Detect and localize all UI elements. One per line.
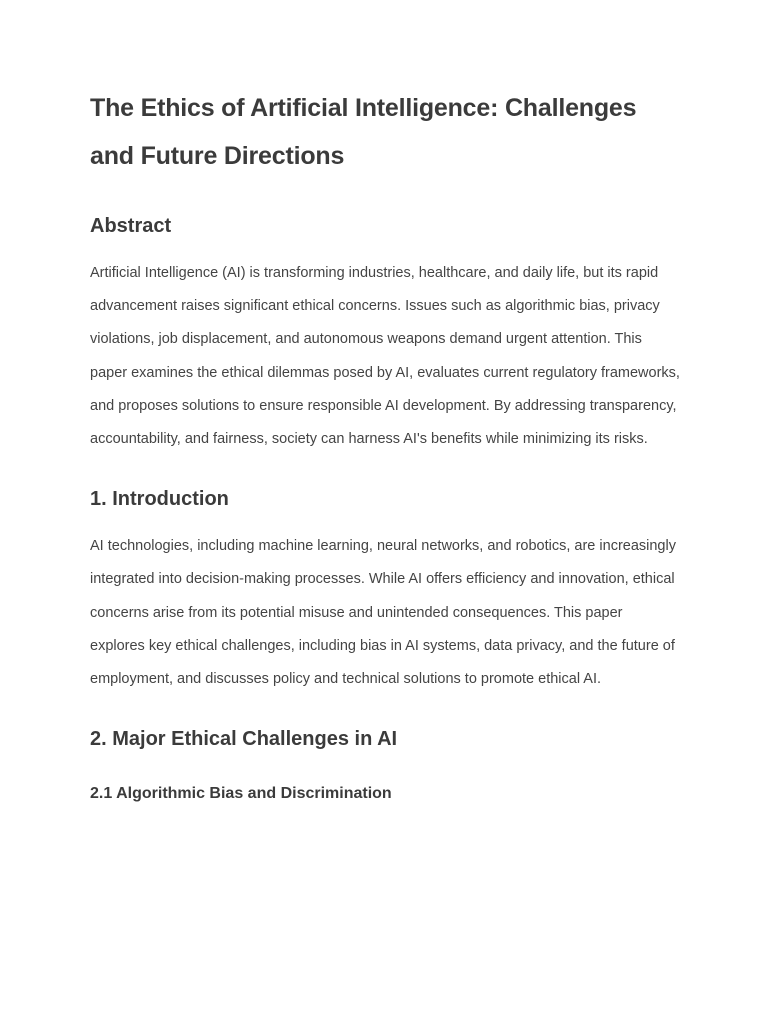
algorithmic-bias-subheading: 2.1 Algorithmic Bias and Discrimination <box>90 785 392 803</box>
challenges-heading: 2. Major Ethical Challenges in AI <box>90 728 398 751</box>
introduction-paragraph: AI technologies, including machine learning, neural networks, and robotics, are increasingly integrated into decision-making processes. While AI offers efficiency and innovation, ethical concerns arise from its potential misuse and unintended consequences. This paper explores key ethical challenges, including bias in AI systems, data privacy, and the future of employment, and discusses policy and technical solutions to promote ethical AI. <box>90 538 676 688</box>
abstract-paragraph: Artificial Intelligence (AI) is transforming industries, healthcare, and daily life, but its rapid advancement raises significant ethical concerns. Issues such as algorithmic bias, privacy violations, job displacement, and autonomous weapons demand urgent attention. This paper examines the ethical dilemmas posed by AI, evaluates current regulatory frameworks, and proposes solutions to ensure responsible AI development. By addressing transparency, accountability, and fairness, society can harness AI's benefits while minimizing its risks. <box>90 265 680 448</box>
document-title: The Ethics of Artificial Intelligence: Challenges and Future Directions <box>90 94 637 170</box>
introduction-heading: 1. Introduction <box>90 488 229 511</box>
document-page <box>90 84 680 806</box>
abstract-heading: Abstract <box>90 215 172 237</box>
